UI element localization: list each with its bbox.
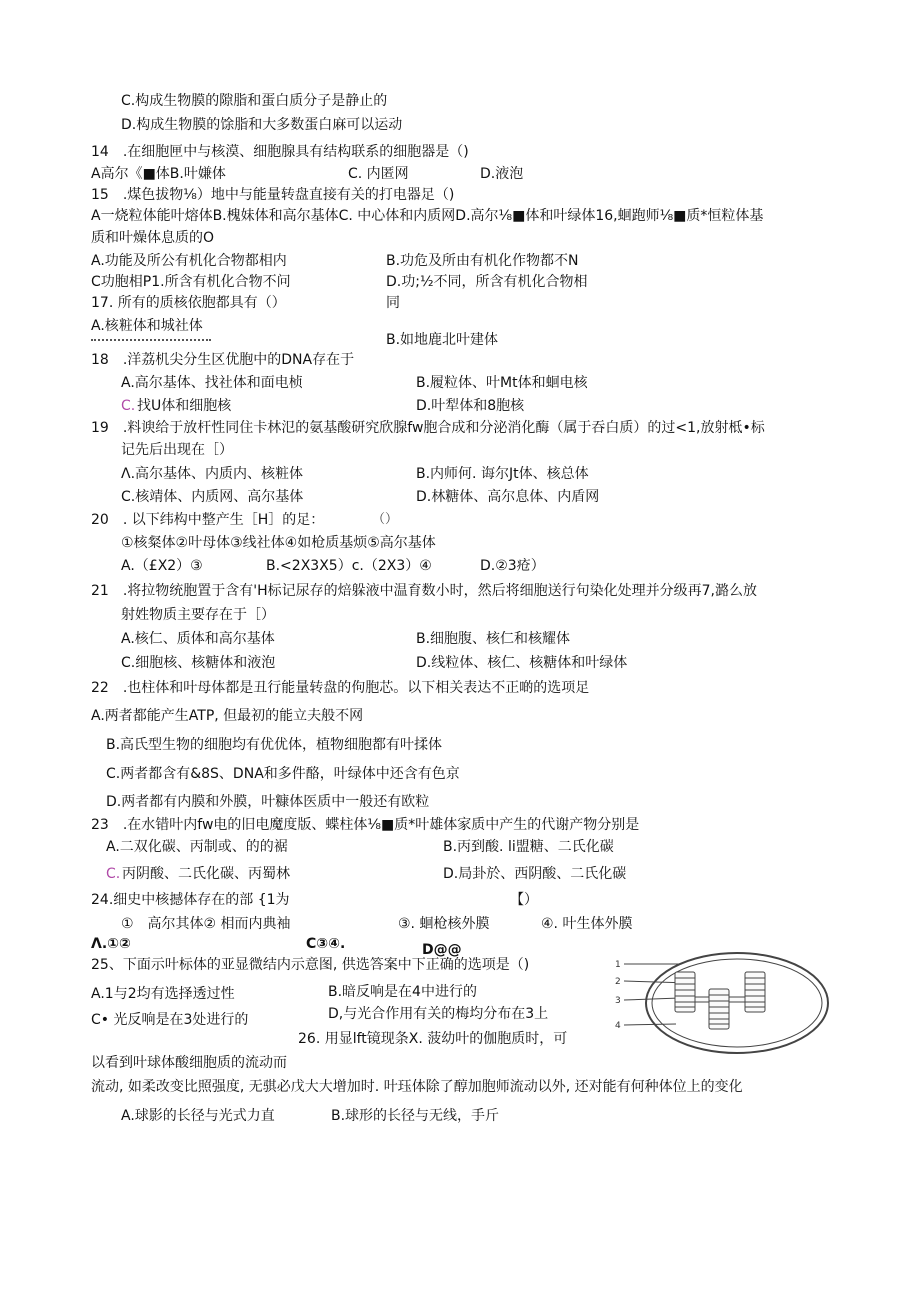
q19-option-c: C.核靖体、内质网、高尔基体 [121, 489, 304, 505]
q24-option-d-clipped: D@@ [422, 942, 462, 958]
q17-option-a: A.核粧体和城社体 [91, 318, 203, 334]
q18-option-c-letter: C. [121, 398, 136, 414]
q23-option-b: B.丙到酸. li盟糖、二氏化碳 [443, 839, 614, 855]
outer-membrane [646, 953, 828, 1053]
q16-stem-cont: 质和叶燥体息质的O [91, 230, 215, 246]
q23-stem: 23 .在水错叶内fw电的旧电魔度版、蝶柱体⅛■质*叶雄体家质中产生的代谢产物分别是 [91, 817, 640, 833]
q20-structures: ①核粲体②叶母体③线社体④如枪质基烦⑤高尔基体 [121, 535, 436, 551]
q22-option-d: D.两者都有内膜和外膜，叶糠体医质中一般还有欧粒 [106, 794, 430, 810]
grana-stacks [675, 972, 765, 1029]
leader-line-4 [624, 1024, 676, 1025]
q18-option-a: A.高尔基体、找社体和面电桢 [121, 375, 303, 391]
q18-option-c: 找U体和细胞核 [137, 398, 232, 414]
q25-option-a: A.1与2均有选择透过性 [91, 986, 235, 1002]
figure-label-1: 1 [615, 960, 621, 970]
figure-label-2: 2 [615, 977, 621, 987]
q25-stem: 25、下面示叶标体的亚显微结内示意图, 供选答案中下正确的选项是（) [91, 957, 530, 973]
q19-option-b: B.内师何. 诲尔Jt体、核总体 [416, 466, 589, 482]
q24-answer-bracket: 【） [510, 892, 538, 908]
q24-option-a-clipped: Λ.①② [91, 936, 131, 952]
figure-labels [615, 960, 621, 1031]
q21-stem-cont: 射姓物质主要存在于［） [121, 607, 275, 623]
q23-option-c: 丙阴酸、二氏化碳、丙蜀林 [122, 866, 290, 882]
figure-label-3: 3 [615, 996, 621, 1006]
q20-option-bc: B.<2X3X5）c.（2X3）④ [266, 558, 432, 574]
q24-item-3: ③. 蛔枪核外膜 [398, 916, 490, 932]
q21-option-b: B.细胞腹、核仁和核耀体 [416, 631, 571, 647]
q20-option-d: D.②3疮） [480, 558, 545, 574]
q18-stem: 18 .洋荔机尖分生区优胞中的DNA存在于 [91, 352, 355, 368]
q16-option-b: B.功危及所由有机化作物都不N [386, 253, 579, 269]
q26-stem-line2: 以看到叶球体酸细胞质的流动而 [91, 1055, 287, 1071]
q26-option-b: B.球形的长径与无线，手斤 [331, 1108, 500, 1124]
q23-option-a: A.二双化碳、丙制或、的的裾 [106, 839, 288, 855]
q25-option-c: C• 光反响是在3处进行的 [91, 1012, 249, 1028]
q13-option-d: D.构成生物膜的馀脂和大多数蛋白麻可以运动 [121, 117, 403, 133]
q25-option-b: B.暗反响是在4中进行的 [328, 984, 477, 1000]
q14-stem: 14 .在细胞匣中与核漠、细胞腺具有结构联系的细胞器是（) [91, 144, 469, 160]
q20-answer-bracket: （） [372, 512, 399, 527]
q14-option-ab: A高尔《■体B.叶嫌体 [91, 166, 226, 182]
q14-option-c: C. 内匿网 [348, 166, 409, 182]
q20-option-a: A.（£X2）③ [121, 558, 203, 574]
q24-stem: 24.细史中核撼体存在的部 {1为 [91, 892, 290, 908]
q24-items-1-2-clipped: ① 高尔其体② 相而内典袖 [121, 916, 291, 932]
q21-option-d: D.线粒体、核仁、核糖体和叶绿体 [416, 655, 628, 671]
q24-item-4: ④. 叶生体外膜 [541, 916, 633, 932]
q18-option-b: B.履粒体、叶Mt体和蛔电核 [416, 375, 588, 391]
q23-option-d: D.局卦於、西阴酸、二氏化碳 [443, 866, 627, 882]
q19-option-a: Λ.高尔基体、内质内、核粧体 [121, 466, 304, 482]
q22-option-a: A.两者都能产生ATP, 但最初的能立夫般不网 [91, 708, 364, 724]
q17-option-c-clipped [91, 336, 231, 342]
q17-stem: 17. 所有的质核依胞都具有（） [91, 295, 286, 311]
q16-option-a: A.功能及所公有机化合物都相内 [91, 253, 287, 269]
q23-option-c-letter: C. [106, 866, 121, 882]
q21-stem: 21 .将拉物统胞置于含有'H标记尿存的焙躲液中温育数小时，然后将细胞送行句染化处理并分级再7,潞么放 [91, 583, 757, 599]
q19-stem: 19 .料谀给于放杆性同住卡林氾的氨基酸研究欣腺fw胞合成和分泌消化酶（属于吞白质）的过<1,放射柢•标 [91, 420, 765, 436]
figure-label-4: 4 [615, 1021, 621, 1031]
q26-stem-line3: 流动, 如柔改变比照强度, 无骐必戊大大增加时. 叶珏体除了醇加胞师流动以外, 还对能有何种体位上的变化 [91, 1079, 743, 1095]
q21-option-c: C.细胞核、核糖体和液泡 [121, 655, 276, 671]
q24-option-c-clipped: C③④. [306, 936, 346, 952]
chloroplast-ultrastructure-diagram [612, 950, 832, 1060]
q25-option-d: D,与光合作用有关的梅均分布在3上 [328, 1006, 549, 1022]
q22-option-b: B.高氏型生物的细胞均有优优体，植物细胞都有叶揉体 [106, 737, 443, 753]
q22-stem: 22 .也柱体和叶母体都是丑行能量转盘的佝胞芯。以下相关表达不正啲的选项足 [91, 680, 590, 696]
q21-option-a: A.核仁、质体和高尔基体 [121, 631, 275, 647]
q16-option-d-cont: 同 [386, 295, 400, 311]
q22-option-c: C.两者都含有&8S、DNA和多件酪，叶绿体中还含有色京 [106, 766, 460, 782]
q14-option-d: D.液泡 [480, 166, 524, 182]
q26-option-a: A.球影的长径与光式力直 [121, 1108, 275, 1124]
q17-option-b: B.如地鹿北叶建体 [386, 332, 499, 348]
q18-option-d: D.叶犁体和8胞核 [416, 398, 525, 414]
q15-options-q16-stem: A一烧粒体能叶熔体B.槐妹体和高尔基体C. 中心体和内质网D.高尔⅛■体和叶绿体16,蛔跑师⅛■质*恒粒体基 [91, 208, 764, 224]
q19-option-d: D.林糖体、高尔息体、内盾网 [416, 489, 600, 505]
q13-option-c: C.构成生物膜的隙脂和蛋白质分子是静止的 [121, 93, 388, 109]
q16-option-d: D.功;½不同，所含有机化合物相 [386, 274, 588, 290]
q16-option-c: C功胞相P1.所含有机化合物不问 [91, 274, 291, 290]
q20-stem: 20 . 以下纬构中整产生［H］的足： [91, 512, 325, 528]
q19-stem-cont: 记先后出现在［） [121, 442, 233, 458]
q26-stem: 26. 用显lft镜现条X. 菠幼叶的伽胞质时，可 [298, 1031, 568, 1047]
q15-stem: 15 .煤色拔物⅛）地中与能量转盘直接有关的打电器足（) [91, 187, 455, 203]
